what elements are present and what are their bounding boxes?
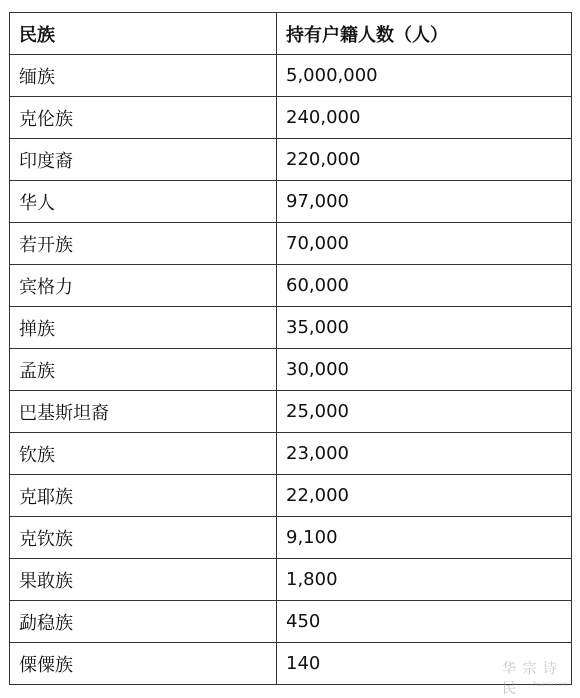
watermark-url: huaxia.com bbox=[533, 681, 568, 688]
cell-ethnicity: 宾格力 bbox=[10, 265, 277, 307]
table-row bbox=[10, 475, 572, 517]
table-row bbox=[10, 307, 572, 349]
table-header-row bbox=[10, 13, 572, 55]
cell-population: 140 bbox=[277, 643, 572, 685]
cell-population: 23,000 bbox=[277, 433, 572, 475]
cell-population: 1,800 bbox=[277, 559, 572, 601]
table-row bbox=[10, 223, 572, 265]
cell-ethnicity: 勐稳族 bbox=[10, 601, 277, 643]
table-row bbox=[10, 517, 572, 559]
cell-ethnicity: 孟族 bbox=[10, 349, 277, 391]
cell-ethnicity: 克钦族 bbox=[10, 517, 277, 559]
cell-population: 9,100 bbox=[277, 517, 572, 559]
cell-ethnicity: 掸族 bbox=[10, 307, 277, 349]
cell-ethnicity: 果敢族 bbox=[10, 559, 277, 601]
table-row bbox=[10, 139, 572, 181]
cell-ethnicity: 克耶族 bbox=[10, 475, 277, 517]
population-table bbox=[9, 12, 572, 685]
table-row bbox=[10, 601, 572, 643]
cell-population: 97,000 bbox=[277, 181, 572, 223]
cell-ethnicity: 华人 bbox=[10, 181, 277, 223]
site-watermark bbox=[502, 658, 572, 697]
table-row bbox=[10, 391, 572, 433]
watermark-text: 华 宗 诗 民 bbox=[502, 661, 558, 697]
table-row bbox=[10, 433, 572, 475]
cell-population: 5,000,000 bbox=[277, 55, 572, 97]
cell-ethnicity: 若开族 bbox=[10, 223, 277, 265]
table-row bbox=[10, 349, 572, 391]
cell-population: 220,000 bbox=[277, 139, 572, 181]
cell-population: 450 bbox=[277, 601, 572, 643]
header-ethnicity: 民族 bbox=[10, 13, 277, 55]
cell-population: 30,000 bbox=[277, 349, 572, 391]
header-registered-population: 持有户籍人数（人） bbox=[277, 13, 572, 55]
table-row bbox=[10, 265, 572, 307]
cell-ethnicity: 钦族 bbox=[10, 433, 277, 475]
cell-ethnicity: 缅族 bbox=[10, 55, 277, 97]
cell-ethnicity: 傈僳族 bbox=[10, 643, 277, 685]
table-row bbox=[10, 55, 572, 97]
cell-population: 70,000 bbox=[277, 223, 572, 265]
table-row bbox=[10, 181, 572, 223]
table-row bbox=[10, 97, 572, 139]
table-row bbox=[10, 643, 572, 685]
cell-ethnicity: 印度裔 bbox=[10, 139, 277, 181]
cell-ethnicity: 克伦族 bbox=[10, 97, 277, 139]
cell-ethnicity: 巴基斯坦裔 bbox=[10, 391, 277, 433]
cell-population: 25,000 bbox=[277, 391, 572, 433]
cell-population: 22,000 bbox=[277, 475, 572, 517]
cell-population: 240,000 bbox=[277, 97, 572, 139]
cell-population: 60,000 bbox=[277, 265, 572, 307]
cell-population: 35,000 bbox=[277, 307, 572, 349]
table-row bbox=[10, 559, 572, 601]
